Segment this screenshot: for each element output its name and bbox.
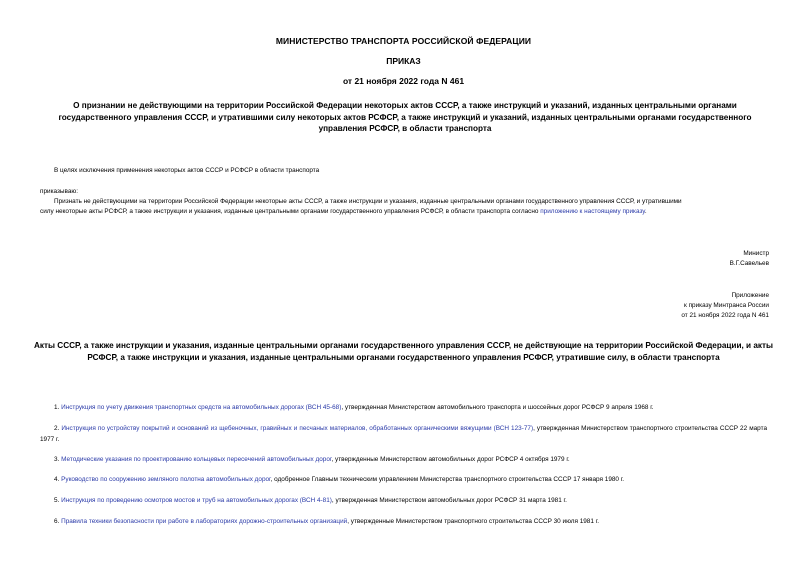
item-link[interactable]: Инструкция по проведению осмотров мостов и труб на автомобильных дорогах (ВСН 4-81)	[61, 497, 332, 504]
appendix-link[interactable]: приложению к настоящему приказу	[540, 208, 645, 215]
item-text: , одобренное Главным техническим управлением Министерства транспортного строительства СССР 17 января 1980 г.	[270, 476, 625, 483]
signature-block	[730, 249, 769, 269]
item-link[interactable]: Правила техники безопасности при работе в лабораториях дорожно-строительных организаций	[61, 518, 348, 525]
list-item	[40, 496, 767, 507]
appendix-reference	[681, 291, 769, 321]
item-number: 2.	[54, 425, 62, 432]
appendix-label: Приложение	[731, 292, 769, 299]
item-text: , утвержденная Министерством автомобильных дорог РСФСР 31 марта 1981 г.	[331, 497, 567, 504]
item-link[interactable]: Руководство по сооружению земляного полотна автомобильных дорог	[61, 476, 271, 483]
main-paragraph-line1	[40, 197, 772, 208]
item-text: , утвержденные Министерством автомобильных дорог РСФСР 4 октября 1979 г.	[331, 456, 570, 463]
item-link[interactable]: Методические указания по проектированию кольцевых пересечений автомобильных дорог	[61, 456, 332, 463]
order-word: приказываю:	[40, 188, 78, 195]
main-text-1: Признать не действующими на территории Российской Федерации некоторые акты СССР, а также инструкции и указания, изданные центральными органами государственного управления СССР, и утратившими	[54, 198, 682, 205]
preamble-text: В целях исключения применения некоторых актов СССР и РСФСР в области транспорта	[54, 167, 320, 174]
signature-name: В.Г.Савельев	[729, 260, 769, 267]
appendix-order-ref: к приказу Минтранса России	[684, 302, 769, 309]
signature-position: Министр	[743, 250, 769, 257]
main-text-end: .	[644, 208, 647, 215]
item-text: , утвержденные Министерством транспортного строительства СССР 30 июля 1981 г.	[347, 518, 600, 525]
main-paragraph-line2	[40, 207, 647, 218]
item-text: , утвержденная Министерством транспортного строительства СССР 22 марта 1977 г.	[40, 425, 767, 443]
list-item	[40, 403, 767, 414]
list-item	[40, 475, 767, 486]
item-number: 3.	[54, 456, 62, 463]
item-text: , утвержденная Министерством автомобильного транспорта и шоссейных дорог РСФСР 9 апреля 1968 г.	[341, 404, 654, 411]
item-number: 1.	[54, 404, 62, 411]
document-title: О признании не действующими на территории Российской Федерации некоторых актов СССР, а также инструкций и указаний, изданных центральными органами государственного управления СССР, и утратившими силу некоторых актов РСФСР, а также инструкций и указаний, изданных центральными органами государственного управления РСФСР, в области транспорта	[58, 101, 752, 133]
list-item	[40, 424, 767, 445]
item-number: 5.	[54, 497, 62, 504]
ministry-heading: МИНИСТЕРСТВО ТРАНСПОРТА РОССИЙСКОЙ ФЕДЕРАЦИИ	[275, 36, 532, 46]
list-item	[40, 517, 767, 528]
list-item	[40, 455, 767, 466]
appendix-order-date: от 21 ноября 2022 года N 461	[681, 312, 769, 319]
item-link[interactable]: Инструкция по учету движения транспортных средств на автомобильных дорогах (ВСН 45-68)	[61, 404, 342, 411]
item-number: 6.	[54, 518, 62, 525]
item-link[interactable]: Инструкция по устройству покрытий и оснований из щебеночных, гравийных и песчаных материалов, обработанных органическими вяжущими (ВСН 123-77)	[61, 425, 534, 432]
item-number: 4.	[54, 476, 62, 483]
doc-type-heading: ПРИКАЗ	[386, 56, 421, 66]
appendix-title: Акты СССР, а также инструкции и указания, изданные центральными органами государственного управления СССР, не действующие на территории Российской Федерации, и акты РСФСР, а также инструкции и указания, изданные центральными органами государственного управления РСФСР, утратившие силу, в области транспорта	[34, 341, 773, 362]
date-number-heading: от 21 ноября 2022 года N 461	[342, 76, 465, 86]
main-text-2: силу некоторые акты РСФСР, а также инструкции и указания, изданные центральными органами государственного управления РСФСР, в области транспорта согласно	[40, 208, 541, 215]
